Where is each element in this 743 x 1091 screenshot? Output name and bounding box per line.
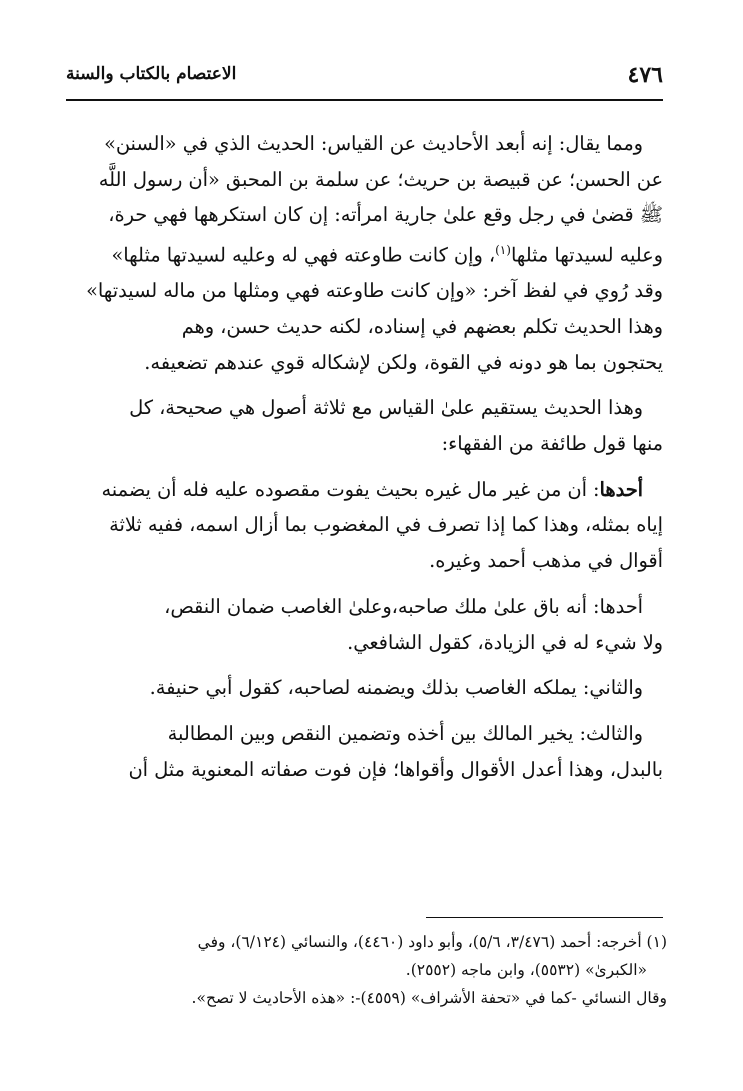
main-text: [66, 126, 663, 787]
text-line: أحدها: أنه باق علىٰ ملك صاحبه،وعلىٰ الغاصب ضمان النقص،: [164, 594, 643, 618]
text-line: يحتجون بما هو دونه في القوة، ولكن لإشكاله قوي عندهم تضعيفه.: [144, 350, 663, 374]
text-line: ولا شيء له في الزيادة، كقول الشافعي.: [347, 630, 663, 654]
paragraph-3: [66, 472, 663, 579]
header-rule: [66, 99, 663, 101]
text-line: إياه بمثله، وهذا كما إذا تصرف في المغضوب بما أزال اسمه، ففيه ثلاثة: [109, 513, 663, 537]
term-label: أحدها: [599, 477, 643, 501]
text-line: ، وإن كانت طاوعته فهي له وعليه لسيدتها مثلها»: [111, 243, 496, 267]
page-number: ٤٧٦: [627, 62, 663, 88]
text-line: ﷺ قضىٰ في رجل وقع علىٰ جارية امرأته: إن كان استكرهها فهي حرة،: [108, 203, 663, 227]
paragraph-6: [66, 716, 663, 787]
text-line: عن الحسن؛ عن قبيصة بن حريث؛ عن سلمة بن المحبق «أن رسول اللَّه: [98, 167, 663, 191]
paragraph-5: [66, 670, 663, 706]
footnote-1: [62, 928, 667, 1012]
text-line: وهذا الحديث يستقيم علىٰ القياس مع ثلاثة أصول هي صحيحة، كل: [129, 396, 643, 420]
footnote-line: وقال النسائي -كما في «تحفة الأشراف» (٤٥٥٩)-: «هذه الأحاديث لا تصح».: [191, 989, 667, 1007]
text-line: بالبدل، وهذا أعدل الأقوال وأقواها؛ فإن فوت صفاته المعنوية مثل أن: [128, 757, 663, 781]
text-line: ومما يقال: إنه أبعد الأحاديث عن القياس: الحديث الذي في «السنن»: [104, 132, 643, 155]
text-line: وهذا الحديث تكلم بعضهم في إسناده، لكنه حديث حسن، وهم: [181, 314, 663, 338]
footnote-rule: [426, 917, 663, 918]
page-header: [66, 58, 663, 98]
paragraph-2: [66, 390, 663, 461]
footnotes: [62, 928, 667, 1012]
paragraph-1: [66, 126, 663, 380]
footnote-ref[interactable]: (١): [495, 243, 511, 258]
text-line: أقوال في مذهب أحمد وغيره.: [429, 549, 663, 573]
footnote-line: (١) أخرجه: أحمد (٣/٤٧٦، ٥/٦)، وأبو داود (٤٤٦٠)، والنسائي (٦/١٢٤)، وفي: [197, 933, 667, 951]
footnote-line: «الكبرىٰ» (٥٥٣٢)، وابن ماجه (٢٥٥٢).: [405, 961, 647, 979]
text-line: وقد رُوي في لفظ آخر: «وإن كانت طاوعته فهي ومثلها من ماله لسيدتها»: [86, 279, 663, 303]
text-line: منها قول طائفة من الفقهاء:: [441, 432, 663, 456]
text-line: وعليه لسيدتها مثلها: [510, 243, 663, 267]
text-line: والثالث: يخير المالك بين أخذه وتضمين النقص وبين المطالبة: [167, 721, 643, 745]
text-line: والثاني: يملكه الغاصب بذلك ويضمنه لصاحبه، كقول أبي حنيفة.: [149, 676, 643, 700]
text-line: : أن من غير مال غيره بحيث يفوت مقصوده عليه فله أن يضمنه: [101, 477, 600, 501]
running-title: الاعتصام بالكتاب والسنة: [66, 64, 237, 84]
paragraph-4: [66, 589, 663, 660]
